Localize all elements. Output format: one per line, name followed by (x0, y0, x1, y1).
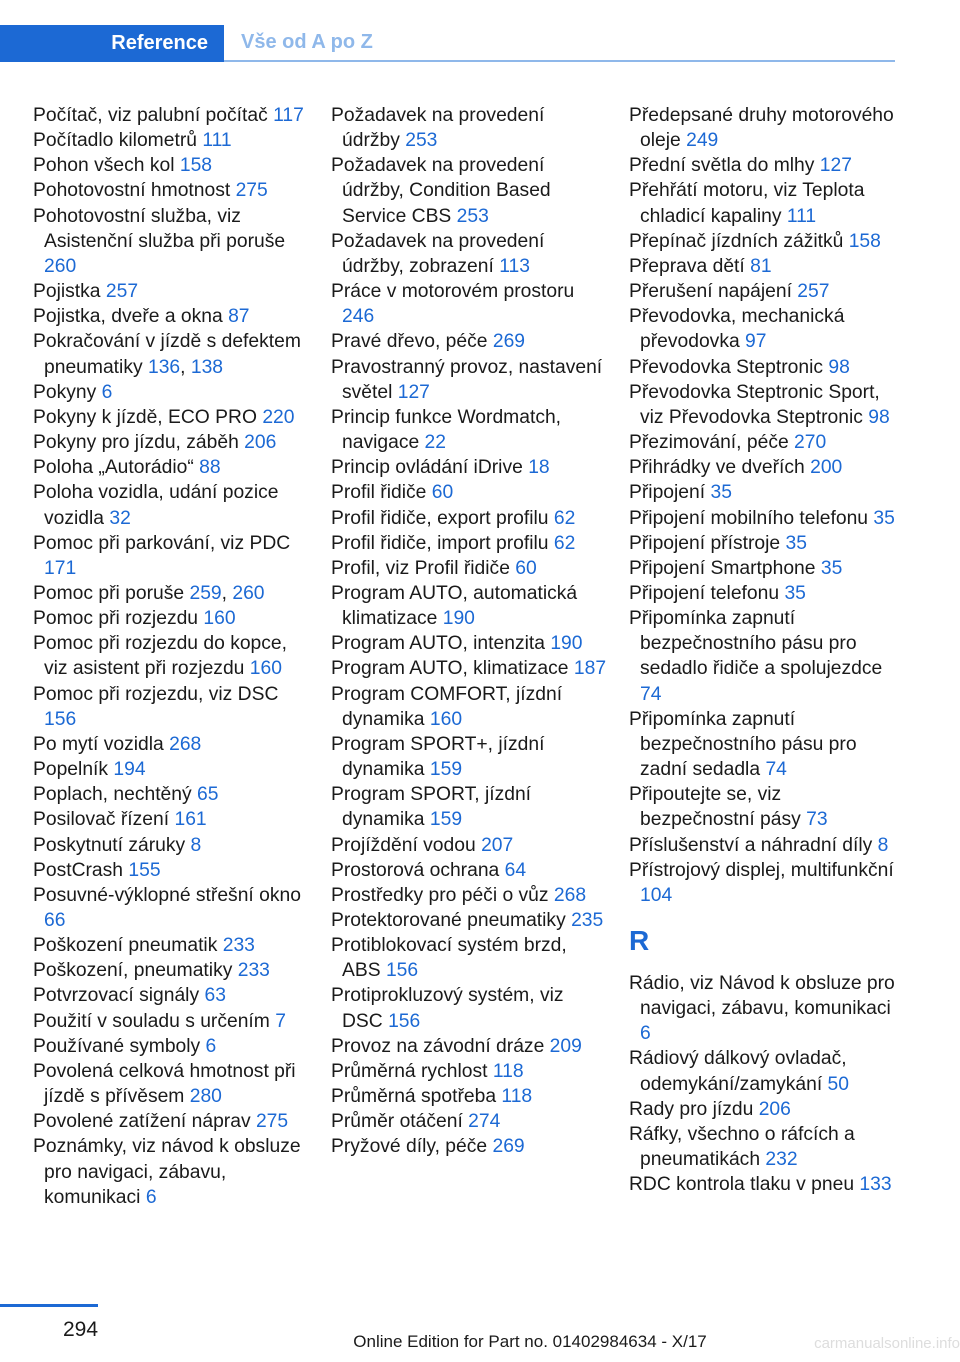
entry-term: Požadavek na provedení údržby, zobrazení (331, 230, 545, 277)
entry-term: Program COMFORT, jízdní dynamika (331, 683, 563, 730)
entry-term: Předepsané druhy motorového oleje (629, 105, 894, 152)
index-entry (629, 455, 899, 480)
page-link[interactable]: 136 (147, 356, 181, 378)
entry-term: Pryžové díly, péče (331, 1136, 493, 1158)
entry-term: Připoutejte se, viz bezpečnostní pásy (629, 784, 807, 831)
entry-term: Program SPORT+, jízdní dynamika (331, 733, 545, 781)
index-entry (629, 556, 899, 581)
index-entry (33, 933, 309, 958)
entry-term: Pokračování v jízdě s defektem pneumatiky (33, 331, 301, 378)
entry-term: Posilovač řízení (33, 809, 175, 831)
entry-term: Profil řidiče, export profilu (331, 507, 554, 529)
page-link[interactable]: 6 (101, 381, 113, 403)
page-link[interactable]: 138 (190, 356, 224, 378)
index-entry (629, 581, 899, 606)
entry-term: Připojení (629, 482, 711, 504)
page-link[interactable]: 235 (571, 910, 604, 931)
page-link[interactable]: 171 (44, 557, 77, 579)
page-link[interactable]: 253 (405, 130, 438, 152)
entry-term: Princip ovládání iDrive (331, 457, 529, 479)
index-entry (629, 1172, 899, 1197)
page-link[interactable]: 233 (222, 935, 255, 957)
page-link[interactable]: 207 (481, 834, 514, 856)
index-entry (629, 606, 899, 707)
page-link[interactable]: 127 (819, 155, 852, 177)
index-entry (629, 254, 899, 279)
page-link[interactable]: 98 (828, 356, 850, 378)
entry-term: Požadavek na provedení údržby, Condition Based Service CBS (331, 155, 551, 227)
index-entry (33, 430, 309, 455)
entry-term: Průměrná rychlost (331, 1060, 493, 1082)
entry-term: Poplach, nechtěný (33, 784, 198, 806)
entry-term: Poškození, pneumatiky (33, 960, 238, 982)
page-link[interactable]: 259 (189, 582, 222, 604)
entry-term: Rádio, viz Návod k obsluze pro navigaci, zábavu, komunikaci (629, 973, 895, 1020)
index-entry (33, 531, 309, 581)
index-entry (33, 1009, 309, 1034)
index-entry (331, 983, 607, 1033)
index-entry (33, 329, 309, 379)
index-entry (331, 1134, 607, 1159)
entry-term: Program AUTO, intenzita (331, 633, 551, 655)
page-link[interactable]: 32 (109, 507, 131, 529)
page-link[interactable]: 87 (228, 306, 250, 328)
index-entry (629, 304, 899, 354)
index-entry (629, 380, 899, 430)
index-entry (629, 178, 899, 228)
page-link[interactable]: 88 (199, 457, 221, 479)
entry-term: Přední světla do mlhy (629, 155, 820, 177)
index-entry (629, 480, 899, 505)
page-link[interactable]: 209 (549, 1035, 582, 1057)
index-entry (331, 279, 607, 329)
page-link[interactable]: 133 (859, 1174, 892, 1196)
entry-term: Připojení mobilního telefonu (629, 507, 874, 529)
entry-term: Profil řidiče, import profilu (331, 532, 554, 554)
entry-term: Profil, viz Profil řidiče (331, 557, 516, 579)
index-entry (331, 908, 607, 933)
page-link[interactable]: 159 (429, 809, 463, 831)
index-entry (629, 971, 899, 1046)
index-entry (629, 355, 899, 380)
entry-term: Požadavek na provedení údržby (331, 105, 545, 152)
page-link[interactable]: 98 (868, 406, 890, 428)
entry-term: Pojistka, dveře a okna (33, 306, 229, 328)
index-column-1 (33, 103, 309, 1210)
entry-term: Pravostranný provoz, nastavení světel (331, 356, 603, 403)
entry-term: RDC kontrola tlaku v pneu (629, 1174, 860, 1196)
page-link[interactable]: 274 (468, 1111, 501, 1133)
entry-term: Popelník (33, 759, 114, 781)
entry-term: Pomoc při parkování, viz PDC (33, 532, 291, 554)
entry-term: Projíždění vodou (331, 834, 482, 856)
entry-term: Pojistka (33, 281, 106, 303)
entry-term: Pomoc při rozjezdu, viz DSC (33, 683, 279, 705)
index-entry (331, 531, 607, 556)
entry-term: Poškození pneumatik (33, 935, 223, 957)
page-link[interactable]: 35 (820, 557, 843, 579)
page-link[interactable]: 269 (492, 331, 526, 353)
entry-term: Použití v souladu s určením (33, 1010, 276, 1032)
entry-term: Provoz na závodní dráze (331, 1035, 550, 1057)
entry-term: Převodovka, mechanická převodovka (629, 306, 845, 353)
entry-term: Posuvné-výklopné střešní okno (33, 884, 301, 906)
tab-a-to-z[interactable]: Vše od A po Z (224, 25, 895, 62)
page-link[interactable]: 155 (128, 859, 161, 881)
watermark: carmanualsonline.info (814, 1335, 960, 1352)
index-entry (33, 204, 309, 279)
entry-term: Potvrzovací signály (33, 985, 205, 1007)
page-link[interactable]: 257 (797, 281, 830, 303)
entry-term: Připojení Smartphone (629, 557, 821, 579)
index-entry (33, 833, 309, 858)
index-entry (331, 933, 607, 983)
page-link[interactable]: 257 (105, 281, 139, 303)
entry-term: Příslušenství a náhradní díly (629, 834, 878, 856)
index-entry (331, 405, 607, 455)
page-link[interactable]: 194 (113, 759, 146, 781)
index-entry (331, 1034, 607, 1059)
page-link[interactable]: 275 (235, 180, 268, 202)
index-entry (33, 1134, 309, 1209)
entry-term: Pohotovostní hmotnost (33, 180, 236, 202)
header-tabs (0, 25, 895, 62)
index-entry (331, 329, 607, 354)
entry-term: Poskytnutí záruky (33, 834, 191, 856)
index-entry (33, 807, 309, 832)
page-link[interactable]: 64 (504, 859, 527, 881)
index-entry (33, 757, 309, 782)
entry-term: Přerušení napájení (629, 281, 798, 303)
entry-term: Princip funkce Wordmatch, navigace (331, 406, 562, 454)
index-entry (33, 1109, 309, 1134)
entry-term: Poznámky, viz návod k obsluze pro navigaci, zábavu, komunikaci (33, 1136, 301, 1208)
page-link[interactable]: 156 (385, 960, 419, 982)
page-link[interactable]: 260 (44, 255, 77, 277)
page-link[interactable]: 111 (202, 130, 232, 152)
index-entry (33, 682, 309, 732)
index-entry (331, 556, 607, 581)
entry-term: Profil řidiče (331, 482, 432, 504)
page-link[interactable]: 187 (573, 658, 607, 680)
page-link[interactable]: 63 (204, 985, 226, 1007)
entry-term: Pohon všech kol (33, 155, 180, 177)
entry-term: Protiblokovací systém brzd, ABS (331, 935, 567, 982)
index-entry (629, 531, 899, 556)
page-link[interactable]: 233 (237, 960, 270, 982)
index-entry (33, 304, 309, 329)
page-link[interactable]: 111 (786, 205, 817, 227)
entry-term: Přeprava dětí (629, 255, 751, 277)
index-entry (33, 1059, 309, 1109)
page-link[interactable]: 158 (848, 230, 881, 252)
entry-term: Práce v motorovém prostoru (331, 281, 575, 303)
entry-term: Počítač, viz palubní počítač (33, 105, 274, 126)
entry-term: Průměr otáčení (331, 1111, 469, 1133)
entry-term: Program AUTO, automatická klimatizace (331, 582, 578, 630)
index-entry (33, 581, 309, 606)
page-link[interactable]: 18 (528, 457, 550, 479)
index-entry (33, 480, 309, 530)
entry-term: Pomoc při rozjezdu do kopce, viz asistent při rozjezdu (33, 633, 287, 680)
page-link[interactable]: 7 (275, 1010, 286, 1032)
index-entry (629, 153, 899, 178)
index-entry (331, 581, 607, 631)
index-entry (629, 506, 899, 531)
index-entry (331, 656, 607, 681)
index-entry (331, 1109, 607, 1134)
page-separator: , (221, 582, 233, 604)
page-link[interactable]: 60 (431, 482, 454, 504)
index-entry (33, 455, 309, 480)
page-link[interactable]: 156 (388, 1010, 421, 1032)
entry-term: Prostorová ochrana (331, 859, 505, 881)
page-link[interactable]: 73 (806, 809, 828, 831)
page-link[interactable]: 74 (640, 683, 662, 705)
index-entry (331, 455, 607, 480)
entry-term: Rádiový dálkový ovladač, odemykání/zamykání (629, 1048, 847, 1095)
page-link[interactable]: 200 (810, 457, 843, 479)
entry-term: Přepínač jízdních zážitků (629, 230, 849, 252)
page-link[interactable]: 81 (750, 255, 772, 277)
entry-term: Povolená celková hmotnost při jízdě s přívěsem (33, 1060, 296, 1108)
entry-term: Přehřátí motoru, viz Teplota chladicí kapaliny (629, 180, 865, 227)
page-link[interactable]: 260 (232, 582, 265, 604)
index-entry (629, 1097, 899, 1122)
index-entry (33, 858, 309, 883)
page-link[interactable]: 22 (424, 432, 446, 454)
entry-term: Protektorované pneumatiky (331, 910, 572, 931)
page-link[interactable]: 190 (442, 608, 475, 630)
entry-term: Po mytí vozidla (33, 733, 170, 755)
entry-term: Pohotovostní služba, viz Asistenční služba při poruše (33, 205, 286, 252)
page-link[interactable]: 35 (710, 482, 732, 504)
index-entry (629, 1122, 899, 1172)
page-link[interactable]: 8 (877, 834, 889, 856)
index-entry (33, 380, 309, 405)
entry-term: Povolené zatížení náprav (33, 1111, 256, 1133)
page-link[interactable]: 232 (765, 1149, 798, 1171)
entry-term: Převodovka Steptronic Sport, viz Převodovka Steptronic (629, 381, 880, 428)
entry-term: Průměrná spotřeba (331, 1086, 502, 1108)
entry-term: Prostředky pro péči o vůz (331, 884, 554, 906)
index-entry (33, 279, 309, 304)
index-entry (331, 1084, 607, 1109)
index-entry (33, 631, 309, 681)
entry-term: Pokyny pro jízdu, záběh (33, 432, 245, 454)
index-entry (331, 883, 607, 908)
entry-term: Protiprokluzový systém, viz DSC (331, 985, 564, 1032)
entry-term: Připojení telefonu (629, 582, 785, 604)
entry-term: Připojení přístroje (629, 532, 786, 554)
index-entry (331, 631, 607, 656)
page-link[interactable]: 35 (785, 532, 807, 554)
entry-term: Pomoc při poruše (33, 582, 190, 604)
index-entry (629, 430, 899, 455)
index-entry (629, 229, 899, 254)
entry-term: Pomoc při rozjezdu (33, 608, 204, 630)
index-entry (629, 707, 899, 782)
page-link[interactable]: 50 (827, 1073, 849, 1095)
index-entry (33, 782, 309, 807)
entry-term: Používané symboly (33, 1035, 206, 1057)
entry-term: Připomínka zapnutí bezpečnostního pásu pro zadní sedadla (629, 708, 857, 781)
index-entry (33, 1034, 309, 1059)
page-link[interactable]: 206 (244, 432, 277, 454)
index-entry (33, 983, 309, 1008)
index-entry (331, 833, 607, 858)
edition-note: Online Edition for Part no. 01402984634 - X/17 (353, 1332, 707, 1351)
page-link[interactable]: 66 (44, 910, 66, 931)
page-link[interactable]: 158 (179, 155, 213, 177)
entry-term: Ráfky, všechno o ráfcích a pneumatikách (629, 1123, 855, 1171)
page-link[interactable]: 270 (794, 432, 827, 454)
index-entry (33, 405, 309, 430)
page-link[interactable]: 6 (145, 1186, 157, 1208)
page-number: 294 (63, 1318, 99, 1341)
page-link[interactable]: 159 (429, 759, 463, 781)
page-link[interactable]: 62 (553, 507, 576, 529)
page-link[interactable]: 156 (44, 708, 77, 730)
page-link[interactable]: 118 (492, 1060, 524, 1082)
index-entry (629, 103, 899, 153)
entry-term: Rady pro jízdu (629, 1098, 759, 1120)
index-entry (331, 858, 607, 883)
index-entry (33, 103, 309, 128)
entry-term: Program AUTO, klimatizace (331, 658, 574, 680)
entry-term: Poloha vozidla, udání pozice vozidla (33, 482, 279, 529)
page-link[interactable]: 253 (456, 205, 489, 227)
tab-reference[interactable]: Reference (0, 25, 224, 62)
page-link[interactable]: 220 (262, 406, 295, 428)
page-link[interactable]: 206 (758, 1098, 791, 1120)
entry-term: Pravé dřevo, péče (331, 331, 493, 353)
page-link[interactable]: 6 (640, 1023, 651, 1045)
index-entry (629, 1046, 899, 1096)
page-link[interactable]: 118 (501, 1086, 533, 1108)
page-link[interactable]: 35 (873, 507, 895, 529)
index-entry (331, 153, 607, 228)
entry-term: PostCrash (33, 859, 129, 881)
index-entry (331, 103, 607, 153)
entry-term: Počítadlo kilometrů (33, 130, 203, 152)
page-link[interactable]: 269 (492, 1136, 525, 1158)
page-link[interactable]: 275 (255, 1111, 289, 1133)
index-entry (33, 128, 309, 153)
index-entry (629, 833, 899, 858)
page-link[interactable]: 113 (499, 255, 530, 277)
page-link[interactable]: 6 (205, 1035, 217, 1057)
index-entry (33, 153, 309, 178)
page-link[interactable]: 35 (784, 582, 806, 604)
page-link[interactable]: 60 (515, 557, 537, 579)
index-entry (33, 883, 309, 933)
index-entry (629, 782, 899, 832)
page-link[interactable]: 161 (174, 809, 207, 831)
index-entry (331, 229, 607, 279)
index-entry (331, 480, 607, 505)
page-link[interactable]: 117 (273, 105, 304, 126)
page-link[interactable]: 160 (429, 708, 463, 730)
entry-term: Přezimování, péče (629, 432, 795, 454)
page-link[interactable]: 74 (765, 759, 787, 781)
page-link[interactable]: 160 (203, 608, 236, 630)
index-entry (33, 606, 309, 631)
page-link[interactable]: 97 (745, 331, 767, 353)
section-letter: R (629, 925, 650, 956)
index-entry (331, 1059, 607, 1084)
footer-rule (0, 1304, 98, 1307)
entry-term: Přístrojový displej, multifunkční (629, 859, 894, 881)
page-link[interactable]: 8 (190, 834, 202, 856)
index-entry (331, 782, 607, 832)
page-separator: , (180, 356, 191, 378)
page-link[interactable]: 268 (553, 884, 587, 906)
index-column-3 (629, 103, 899, 1197)
entry-term: Pokyny (33, 381, 102, 403)
entry-term: Poloha „Autorádio“ (33, 457, 200, 479)
page-link[interactable]: 249 (686, 130, 719, 152)
entry-term: Připomínka zapnutí bezpečnostního pásu pro sedadlo řidiče a spolujezdce (629, 608, 883, 680)
entry-term: Převodovka Steptronic (629, 356, 829, 378)
page-link[interactable]: 62 (553, 532, 576, 554)
entry-term: Pokyny k jízdě, ECO PRO (33, 406, 263, 428)
index-entry (331, 506, 607, 531)
index-entry (331, 732, 607, 782)
entry-term: Program SPORT, jízdní dynamika (331, 784, 532, 831)
index-column-2 (331, 103, 607, 1160)
index-entry (33, 732, 309, 757)
page-link[interactable]: 190 (550, 633, 583, 655)
page-link[interactable]: 65 (197, 784, 219, 806)
index-entry (331, 355, 607, 405)
index-entry (33, 958, 309, 983)
index-entry (331, 682, 607, 732)
page-link[interactable]: 246 (342, 306, 375, 328)
page-link[interactable]: 268 (169, 733, 202, 755)
index-entry (629, 858, 899, 908)
page-link[interactable]: 160 (249, 658, 282, 680)
entry-term: Přihrádky ve dveřích (629, 457, 811, 479)
page-link[interactable]: 127 (397, 381, 430, 403)
page-link[interactable]: 104 (640, 884, 673, 906)
page-link[interactable]: 280 (189, 1086, 222, 1108)
index-entry (629, 279, 899, 304)
index-entry (33, 178, 309, 203)
